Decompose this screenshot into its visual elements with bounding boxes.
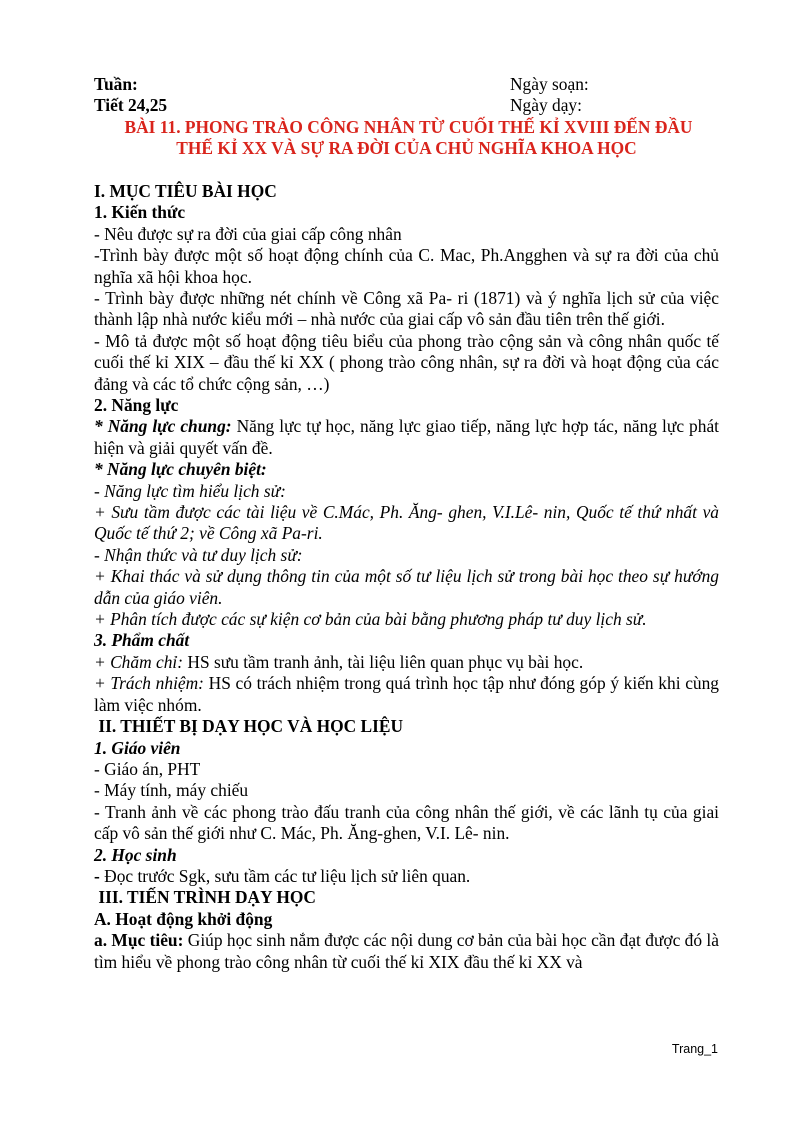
period-label: Tiết 24,25 xyxy=(94,95,168,116)
general-competence-text: Năng lực tự học, năng lực giao tiếp, năng lực hợp tác, năng lực phát hiện và giải quyết vấn đề. xyxy=(94,416,719,458)
section-1-heading: I. MỤC TIÊU BÀI HỌC xyxy=(94,180,277,201)
quality-responsible xyxy=(94,673,719,716)
diligent-label: + Chăm chỉ: xyxy=(94,651,184,672)
general-competence xyxy=(94,416,719,459)
prep-date-label: Ngày soạn: xyxy=(510,74,589,94)
student-dash: - xyxy=(94,865,100,886)
lesson-title-line-1: BÀI 11. PHONG TRÀO CÔNG NHÂN TỪ CUỐI THẾ KỈ XVIII ĐẾN ĐẦU xyxy=(124,116,693,137)
specific-competence-item: + Phân tích được các sự kiện cơ bản của bài bằng phương pháp tư duy lịch sử. xyxy=(94,609,647,630)
diligent-text: HS sưu tầm tranh ảnh, tài liệu liên quan phục vụ bài học. xyxy=(183,651,584,672)
week-label: Tuần: xyxy=(94,74,138,94)
knowledge-item: - Trình bày được những nét chính về Công xã Pa- ri (1871) và ý nghĩa lịch sử của việc thành lập nhà nước kiểu mới – nhà nước của giai cấp vô sản đầu tiên trên thế giới. xyxy=(94,287,719,330)
student-text: Đọc trước Sgk, sưu tầm các tư liệu lịch sử liên quan. xyxy=(99,865,471,886)
objective-text: Giúp học sinh nắm được các nội dung cơ bản của bài học cần đạt được đó là tìm hiểu về phong trào công nhân từ cuối thế kỉ XIX đầu thế kỉ XX và xyxy=(94,930,719,972)
knowledge-heading: 1. Kiến thức xyxy=(94,202,186,223)
student-heading: 2. Học sinh xyxy=(94,844,177,865)
page-number: Trang_1 xyxy=(671,1042,718,1056)
objective-label: a. Mục tiêu: xyxy=(94,930,184,951)
specific-competence-item: + Sưu tầm được các tài liệu về C.Mác, Ph. Ăng- ghen, V.I.Lê- nin, Quốc tế thứ nhất và Quốc tế thứ 2; về Công xã Pa-ri. xyxy=(94,502,719,544)
activity-heading: A. Hoạt động khởi động xyxy=(94,908,273,929)
lesson-title-line-2: THẾ KỈ XX VÀ SỰ RA ĐỜI CỦA CHỦ NGHĨA KHOA HỌC xyxy=(176,138,637,159)
knowledge-item: -Trình bày được một số hoạt động chính của C. Mac, Ph.Angghen và sự ra đời của chủ nghĩa xã hội khoa học. xyxy=(94,245,719,287)
teacher-item: - Giáo án, PHT xyxy=(94,758,201,779)
section-2-heading: II. THIẾT BỊ DẠY HỌC VÀ HỌC LIỆU xyxy=(94,716,404,737)
specific-competence-label: * Năng lực chuyên biệt: xyxy=(94,459,267,480)
teacher-heading: 1. Giáo viên xyxy=(94,737,181,758)
spacer xyxy=(94,160,719,181)
specific-competence-item: - Nhận thức và tư duy lịch sử: xyxy=(94,544,303,565)
knowledge-item: - Nêu được sự ra đời của giai cấp công nhân xyxy=(94,223,402,244)
general-competence-label: * Năng lực chung: xyxy=(94,416,232,437)
student-item xyxy=(94,866,719,887)
teach-date-label: Ngày dạy: xyxy=(510,95,582,116)
objective-paragraph xyxy=(94,930,719,973)
knowledge-item: - Mô tả được một số hoạt động tiêu biểu của phong trào cộng sản và công nhân quốc tế cuối thế kỉ XIX – đầu thế kỉ XX ( phong trào công nhân, sự ra đời và hoạt động của các đảng và các tổ chức cộng sản, …) xyxy=(94,330,719,394)
quality-diligent xyxy=(94,652,719,673)
header-row-2 xyxy=(94,95,719,116)
responsible-label: + Trách nhiệm: xyxy=(94,673,204,694)
specific-competence-item: - Năng lực tìm hiểu lịch sử: xyxy=(94,480,286,501)
header-row-1 xyxy=(94,74,719,95)
qualities-heading: 3. Phẩm chất xyxy=(94,630,190,651)
section-3-heading: III. TIẾN TRÌNH DẠY HỌC xyxy=(94,887,316,908)
document-body xyxy=(94,74,719,973)
specific-competence-item: + Khai thác và sử dụng thông tin của một số tư liệu lịch sử trong bài học theo sự hướng dẫn của giáo viên. xyxy=(94,566,719,608)
responsible-text: HS có trách nhiệm trong quá trình học tập như đóng góp ý kiến khi cùng làm việc nhóm. xyxy=(94,673,720,715)
competence-heading: 2. Năng lực xyxy=(94,395,179,416)
teacher-item: - Máy tính, máy chiếu xyxy=(94,780,249,801)
teacher-item: - Tranh ảnh về các phong trào đấu tranh của công nhân thế giới, về các lãnh tụ của giai cấp vô sản thế giới như C. Mác, Ph. Ăng-ghen, V.I. Lê- nin. xyxy=(94,801,719,844)
